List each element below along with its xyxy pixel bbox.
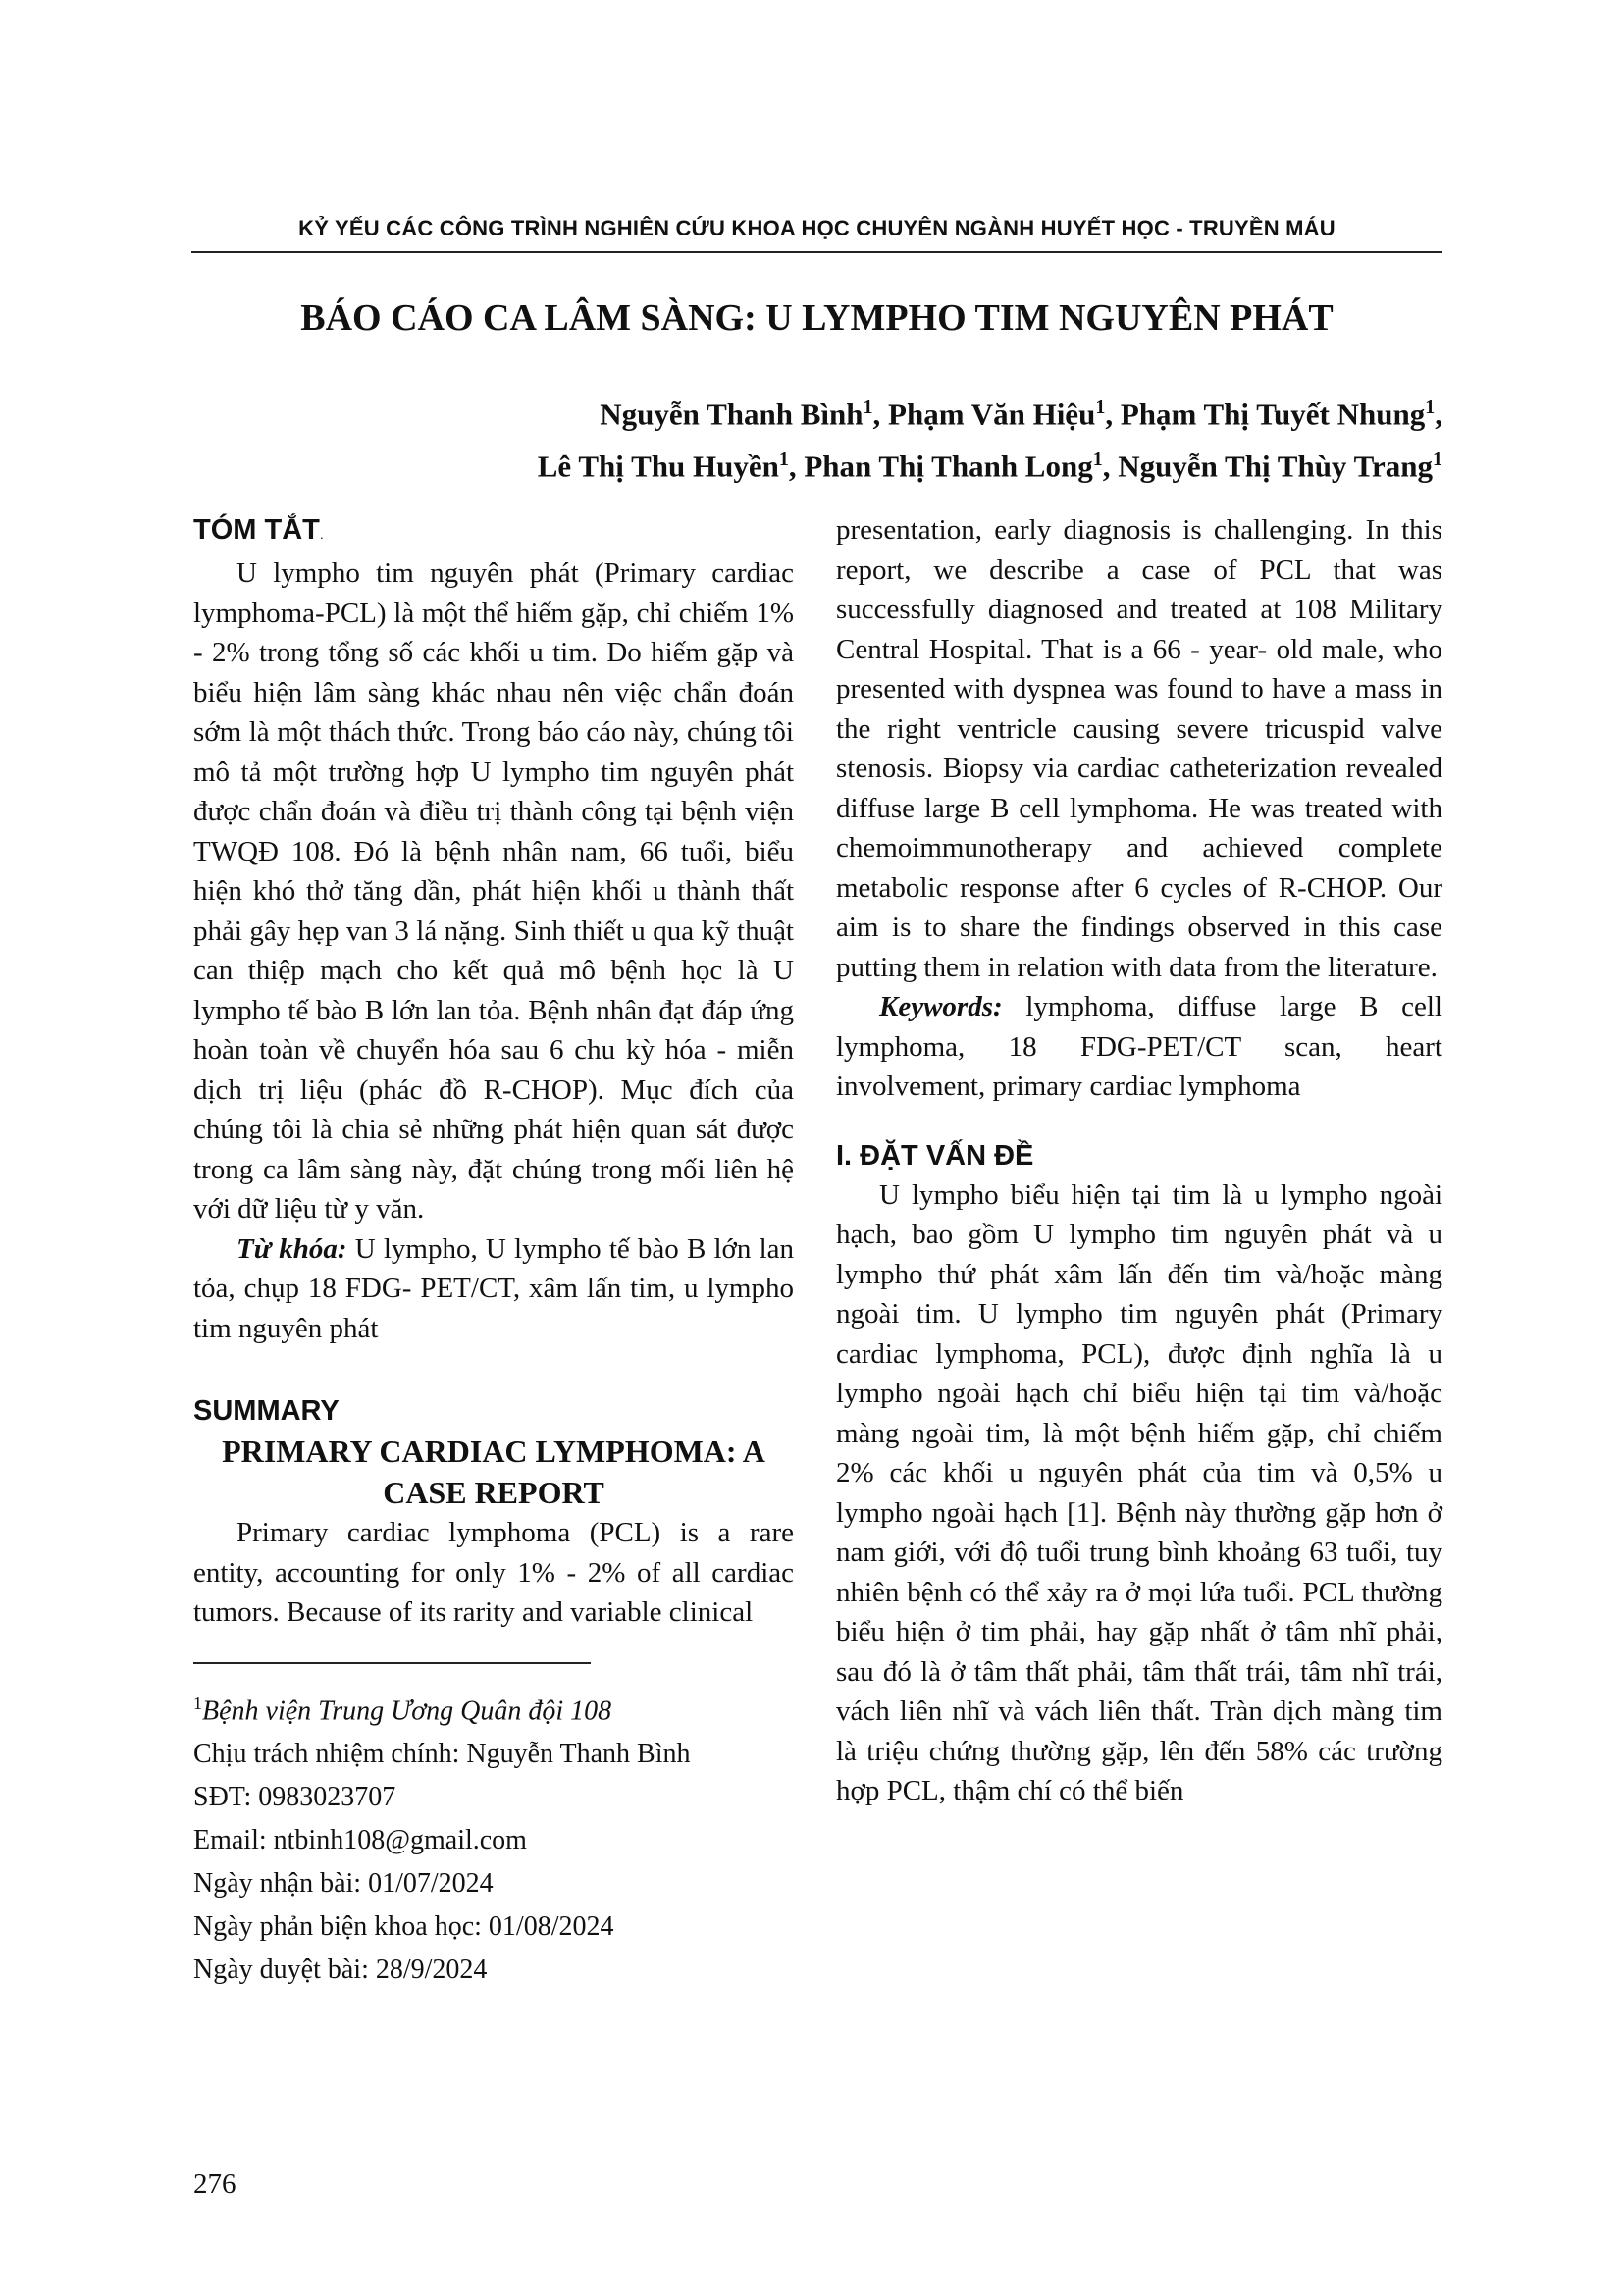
author-line-1 xyxy=(538,385,1442,437)
author-name: Phan Thị Thanh Long xyxy=(804,448,1093,484)
footnote-line: Ngày nhận bài: 01/07/2024 xyxy=(193,1867,494,1899)
footnotes xyxy=(193,1682,794,1992)
author-affiliation-mark: 1 xyxy=(863,396,873,418)
author-list xyxy=(538,385,1442,490)
author-separator: , xyxy=(1102,448,1119,484)
summary-heading: SUMMARY xyxy=(193,1395,340,1427)
abstract-heading xyxy=(193,510,794,553)
keywords-text: U lympho, U lympho tế bào B lớn lan tỏa, chụp 18 FDG- PET/CT, xâm lấn tim, u lympho tim nguyên phát xyxy=(193,1232,794,1344)
author-affiliation-mark: 1 xyxy=(778,448,789,471)
abstract-heading-dot: . xyxy=(319,526,324,542)
author-name: Lê Thị Thu Huyền xyxy=(537,448,779,484)
summary-keywords-label: Keywords: xyxy=(879,991,1003,1022)
article-title: BÁO CÁO CA LÂM SÀNG: U LYMPHO TIM NGUYÊN PHÁT xyxy=(300,297,1334,339)
footnote-line: Email: ntbinh108@gmail.com xyxy=(193,1824,527,1855)
right-column xyxy=(836,510,1442,1811)
abstract-heading-text: TÓM TẮT xyxy=(193,514,320,546)
section-1-body: U lympho biểu hiện tại tim là u lympho ngoài hạch, bao gồm U lympho tim nguyên phát và u lympho thứ phát xâm lấn đến tim và/hoặc màng ngoài tim. U lympho tim nguyên phát (Primary cardiac lymphoma, PCL), được định nghĩa là u lympho ngoài hạch chỉ biểu hiện tại tim và/hoặc màng ngoài tim, là một bệnh hiếm gặp, chỉ chiếm 2% các khối u nguyên phát của tim và 0,5% u lympho ngoài hạch [1]. Bệnh này thường gặp hơn ở nam giới, với độ tuổi trung bình khoảng 63 tuổi, tuy nhiên bệnh có thể xảy ra ở mọi lứa tuổi. PCL thường biểu hiện ở tim phải, hay gặp nhất ở tâm nhĩ phải, sau đó là ở tâm thất phải, tâm thất trái, tâm nhĩ trái, vách liên nhĩ và vách liên thất. Tràn dịch màng tim là triệu chứng thường gặp, lên đến 58% các trường hợp PCL, thậm chí có thể biến xyxy=(836,1178,1442,1806)
footnote-line: SĐT: 0983023707 xyxy=(193,1781,396,1812)
footnote-affiliation xyxy=(193,1682,794,1733)
footnote-rule xyxy=(193,1662,591,1664)
author-affiliation-mark: 1 xyxy=(1425,396,1436,418)
left-column xyxy=(193,510,794,1992)
footnote-line: Ngày phản biện khoa học: 01/08/2024 xyxy=(193,1910,614,1942)
author-affiliation-mark: 1 xyxy=(1095,396,1106,418)
author-name: Nguyễn Thanh Bình xyxy=(600,396,864,432)
page-number: 276 xyxy=(193,2168,236,2200)
footnote-line: Chịu trách nhiệm chính: Nguyễn Thanh Bình xyxy=(193,1738,691,1769)
summary-body-part2: presentation, early diagnosis is challenging. In this report, we describe a case of PCL that was successfully diagnosed and treated at 108 Military Central Hospital. That is a 66 - year- old male, who presented with dyspnea was found to have a mass in the right ventricle causing severe tricuspid valve stenosis. Biopsy via cardiac catheterization revealed diffuse large B cell lymphoma. He was treated with chemoimmunotherapy and achieved complete metabolic response after 6 cycles of R-CHOP. Our aim is to share the findings observed in this case putting them in relation with data from the literature. xyxy=(836,514,1442,983)
abstract-keywords xyxy=(193,1229,794,1349)
footnote-line: Ngày duyệt bài: 28/9/2024 xyxy=(193,1954,488,1985)
author-separator: , xyxy=(1435,396,1442,432)
summary-title: PRIMARY CARDIAC LYMPHOMA: A CASE REPORT xyxy=(222,1434,765,1510)
summary-body-part1: Primary cardiac lymphoma (PCL) is a rare entity, accounting for only 1% - 2% of all cardiac tumors. Because of its rarity and variable clinical xyxy=(193,1517,794,1628)
keywords-label: Từ khóa: xyxy=(236,1232,347,1265)
author-name: Phạm Thị Tuyết Nhung xyxy=(1120,396,1426,432)
abstract-body: U lympho tim nguyên phát (Primary cardiac lymphoma-PCL) là một thể hiếm gặp, chỉ chiếm 1% - 2% trong tổng số các khối u tim. Do hiếm gặp và biểu hiện lâm sàng khác nhau nên việc chẩn đoán sớm là một thách thức. Trong báo cáo này, chúng tôi mô tả một trường hợp U lympho tim nguyên phát được chẩn đoán và điều trị thành công tại bệnh viện TWQĐ 108. Đó là bệnh nhân nam, 66 tuổi, biểu hiện khó thở tăng dần, phát hiện khối u thành thất phải gây hẹp van 3 lá nặng. Sinh thiết u qua kỹ thuật can thiệp mạch cho kết quả mô bệnh học là U lympho tế bào B lớn lan tỏa. Bệnh nhân đạt đáp ứng hoàn toàn về chuyển hóa sau 6 chu kỳ hóa - miễn dịch trị liệu (phác đồ R-CHOP). Mục đích của chúng tôi là chia sẻ những phát hiện quan sát được trong ca lâm sàng này, đặt chúng trong mối liên hệ với dữ liệu từ y văn. xyxy=(193,557,794,1225)
author-separator: , xyxy=(872,396,889,432)
author-name: Nguyễn Thị Thùy Trang xyxy=(1118,448,1433,484)
author-name: Phạm Văn Hiệu xyxy=(888,396,1096,432)
author-affiliation-mark: 1 xyxy=(1433,448,1442,471)
footnote-affiliation-mark: 1 xyxy=(193,1693,202,1713)
summary-keywords-text: lymphoma, diffuse large B cell lymphoma, 18 FDG-PET/CT scan, heart involvement, primary cardiac lymphoma xyxy=(836,991,1442,1102)
author-affiliation-mark: 1 xyxy=(1092,448,1103,471)
section-1-heading: I. ĐẶT VẤN ĐỀ xyxy=(836,1139,1034,1172)
summary-keywords xyxy=(836,987,1442,1107)
author-line-2 xyxy=(538,437,1442,489)
header-rule xyxy=(191,251,1442,253)
running-head: KỶ YẾU CÁC CÔNG TRÌNH NGHIÊN CỨU KHOA HỌC CHUYÊN NGÀNH HUYẾT HỌC - TRUYỀN MÁU xyxy=(298,216,1336,240)
author-separator: , xyxy=(788,448,805,484)
author-separator: , xyxy=(1105,396,1121,432)
footnote-affiliation-text: Bệnh viện Trung Ương Quân đội 108 xyxy=(202,1695,612,1726)
